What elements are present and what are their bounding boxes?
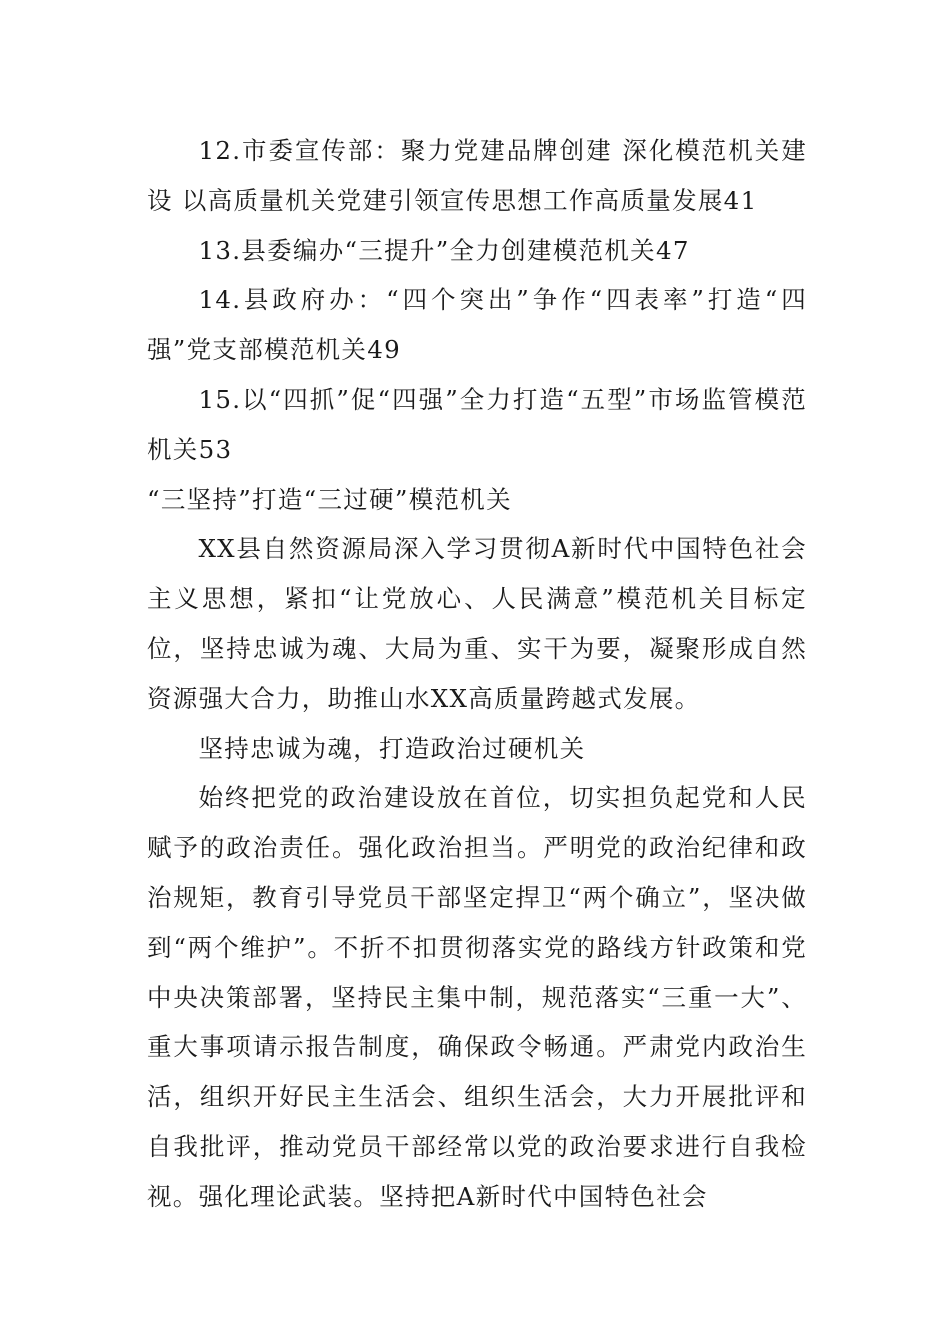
section-heading: 坚持忠诚为魂，打造政治过硬机关 (198, 733, 586, 763)
toc-item-15: 15.以“四抓”促“四强”全力打造“五型”市场监管模范机关53 (147, 384, 807, 464)
toc-item-12: 12.市委宣传部：聚力党建品牌创建 深化模范机关建设 以高质量机关党建引领宣传思想工作高质量发展41 (147, 136, 807, 215)
article-title: “三坚持”打造“三过硬”模范机关 (147, 484, 512, 514)
intro-paragraph: XX县自然资源局深入学习贯彻A新时代中国特色社会主义思想，紧扣“让党放心、人民满意”模范机关目标定位，坚持忠诚为魂、大局为重、实干为要，凝聚形成自然资源强大合力，助推山水XX高质量跨越式发展。 (147, 534, 807, 713)
toc-item-14: 14.县政府办：“四个突出”争作“四表率”打造“四强”党支部模范机关49 (147, 285, 807, 365)
body-paragraph: 始终把党的政治建设放在首位，切实担负起党和人民赋予的政治责任。强化政治担当。严明党的政治纪律和政治规矩，教育引导党员干部坚定捍卫“两个确立”，坚决做到“两个维护”。不折不扣贯彻落实党的路线方针政策和党中央决策部署，坚持民主集中制，规范落实“三重一大”、重大事项请示报告制度，确保政令畅通。严肃党内政治生活，组织开好民主生活会、组织生活会，大力开展批评和自我批评，推动党员干部经常以党的政治要求进行自我检视。强化理论武装。坚持把A新时代中国特色社会 (147, 783, 807, 1211)
document-body (147, 126, 807, 1222)
toc-item-13: 13.县委编办“三提升”全力创建模范机关47 (198, 235, 690, 265)
